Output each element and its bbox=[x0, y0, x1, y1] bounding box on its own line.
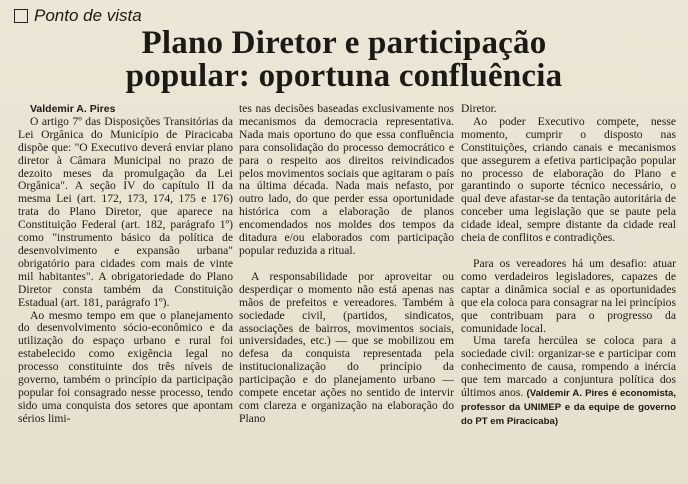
section-label: Ponto de vista bbox=[34, 6, 142, 25]
byline: Valdemir A. Pires bbox=[30, 103, 116, 115]
checkbox-square-icon bbox=[14, 9, 28, 23]
paragraph: Ao poder Executivo compete, nesse momento, cumprir o disposto nas Constituições, criando canais e mecanismos que assegurem a efetiva participação popular no processo de elaboração do Plano e garantindo o suporte técnico necessário, o qual deve afastar-se da tentação autoritária de conceber uma legislação que se paute pela cidade ideal, sempre distante da cidade real cheia de conflitos e contradições. bbox=[461, 114, 676, 245]
column-1 bbox=[18, 103, 233, 426]
paragraph-text: Uma tarefa hercúlea se coloca para a sociedade civil: organizar-se e participar com conhecimento de causa, rompendo a inércia que tem marcado a conjuntura política dos últimos anos. bbox=[461, 334, 676, 400]
paragraph: tes nas decisões baseadas exclusivamente nos mecanismos da democracia representativa. Nada mais oportuno do que essa confluência para consolidação do processo democrático e para o respeito aos direitos reivindicados pelos movimentos sociais que agitaram o país na última década. Nada mais nefasto, por outro lado, do que perder essa oportunidade histórica com a elaboração de planos encomendados nos moldes dos tempos da ditadura e/ou elaborados com participação popular reduzida a ritual. bbox=[239, 102, 454, 257]
author-signature: (Valdemir A. Pires é economista, professor da UNIMEP e da equipe de governo do PT em Piracicaba) bbox=[461, 388, 676, 427]
headline-line-1: Plano Diretor e participação bbox=[141, 25, 547, 61]
article-body bbox=[14, 103, 680, 481]
column-3 bbox=[461, 103, 676, 429]
paragraph: Diretor. bbox=[461, 102, 497, 115]
headline bbox=[0, 27, 688, 93]
paragraph: O artigo 7º das Disposições Transitórias da Lei Orgânica do Município de Piracicaba dispõe que: "O Executivo deverá enviar plano diretor à Câmara Municipal no prazo de dezoito meses da promulgação da Lei Orgânica". A seção IV do capítulo II da mesma Lei (art. 172, 173, 174, 175 e 176) trata do Plano Diretor, que aparece na Constituição Federal (art. 182, parágrafo 1º) como "instrumento básico da política de desenvolvimento e expansão urbana" obrigatório para cidades com mais de vinte mil habitantes". A obrigatoriedade do Plano Diretor consta também da Constituição Estadual (art. 181, parágrafo 1º). bbox=[18, 114, 233, 309]
paragraph: Ao mesmo tempo em que o planejamento do desenvolvimento sócio-econômico e da utilização do espaço urbano e rural foi estabelecido como exigência legal no processo constituinte dos três níveis de governo, também o princípio da participação popular foi consagrado nesse processo, tendo sido uma conquista dos setores que apontam sérios limi- bbox=[18, 308, 233, 425]
section-header bbox=[14, 5, 142, 27]
headline-line-2: popular: oportuna confluência bbox=[125, 58, 563, 94]
paragraph: Para os vereadores há um desafio: atuar como verdadeiros legisladores, capazes de captar a dinâmica social e as oportunidades que ela coloca para consagrar na lei princípios que contribuam para o progresso da comunidade local. bbox=[461, 256, 676, 335]
paragraph: A responsabilidade por aproveitar ou desperdiçar o momento não está apenas nas mãos de prefeitos e vereadores. Também à sociedade civil, (partidos, sindicatos, associações de bairros, movimentos sociais, universidades, etc.) — que se mobilizou em defesa da conquista representada pela institucionalização do princípio da participação e do planejamento urbano — compete encetar ações no sentido de intervir com clareza e organização na elaboração do Plano bbox=[239, 269, 454, 425]
paragraph bbox=[461, 335, 676, 428]
column-2 bbox=[239, 103, 454, 426]
